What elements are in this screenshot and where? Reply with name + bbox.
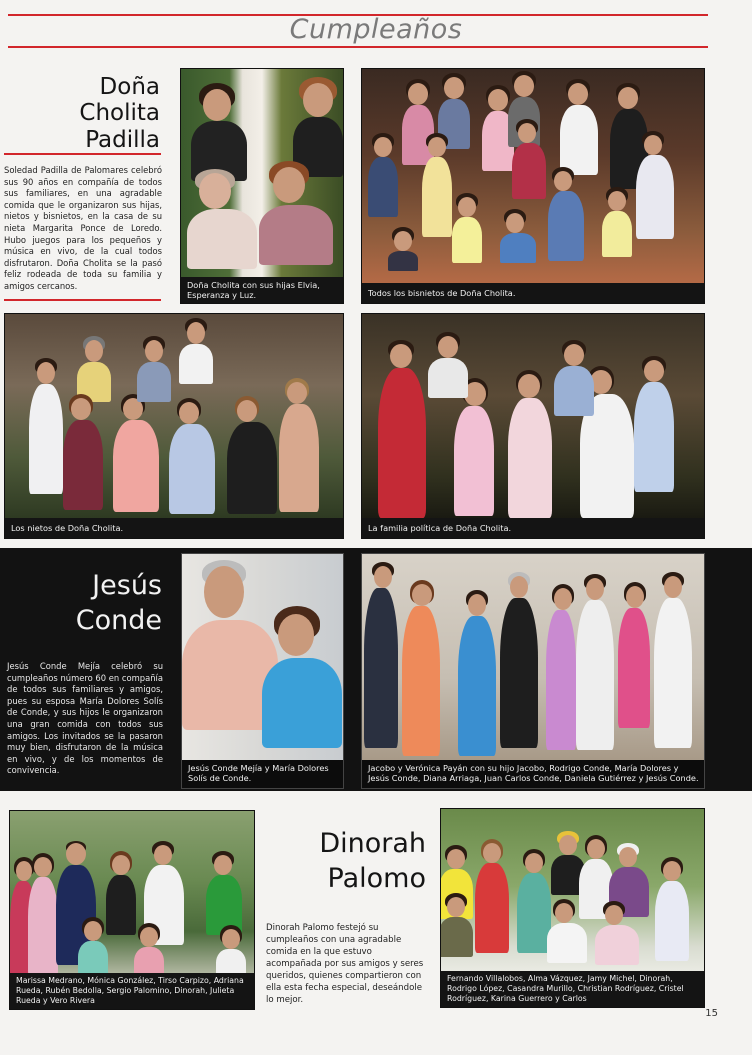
dinorah-name-line1: Dinorah <box>319 828 426 859</box>
photo-scene <box>362 314 704 518</box>
cholita-name-line1: Doña <box>99 74 160 100</box>
jesus-section <box>0 548 752 791</box>
caption-jesus-grupo: Jacobo y Verónica Payán con su hijo Jacobo, Rodrigo Conde, María Dolores y Jesús Conde, Diana Arriaga, Juan Carlos Conde, Daniela Gutiérrez y Jesús Conde. <box>362 760 704 788</box>
photo-dinorah-mesa <box>440 808 705 1008</box>
dinorah-name-line2: Palomo <box>327 863 426 895</box>
caption-dinorah-mesa: Fernando Villalobos, Alma Vázquez, Jamy Michel, Dinorah, Rodrigo López, Casandra Murillo, Christian Rodríguez, Cristel Rodríguez, Karina Guerrero y Carlos <box>441 971 704 1007</box>
header-rule-bottom <box>8 46 708 48</box>
caption-cholita-bisnietos: Todos los bisnietos de Doña Cholita. <box>362 283 704 303</box>
photo-scene <box>5 314 343 518</box>
photo-scene <box>362 69 704 283</box>
jesus-name-line2: Conde <box>75 605 162 637</box>
photo-jesus-grupo <box>361 553 705 789</box>
caption-cholita-hijas: Doña Cholita con sus hijas Elvia, Esperanza y Luz. <box>181 277 343 303</box>
photo-cholita-hijas <box>180 68 344 304</box>
caption-cholita-politica: La familia política de Doña Cholita. <box>362 518 704 538</box>
caption-jesus-pareja: Jesús Conde Mejía y María Dolores Solís de Conde. <box>182 760 343 788</box>
caption-cholita-nietos: Los nietos de Doña Cholita. <box>5 518 343 538</box>
jesus-story: Jesús Conde Mejía celebró su cumpleaños número 60 en compañía de todos sus familiares y amigos, pues su esposa María Dolores Solís de Conde, y sus hijos le organizaron una gran comida con todos sus amigos. Los invitados se la pasaron muy bien, disfrutaron de la música en vivo, y de los momentos de convivencia. <box>7 661 163 776</box>
photo-dinorah-amigos <box>9 810 255 1010</box>
jesus-name <box>2 568 162 638</box>
cholita-name <box>0 74 160 153</box>
cholita-rule-bottom <box>4 299 161 301</box>
jesus-name-line1: Jesús <box>92 570 162 601</box>
dinorah-name <box>256 826 426 896</box>
photo-cholita-bisnietos <box>361 68 705 304</box>
page-number: 15 <box>705 1008 718 1019</box>
cholita-rule-top <box>4 153 161 155</box>
photo-scene <box>10 811 254 983</box>
photo-cholita-politica <box>361 313 705 539</box>
photo-jesus-pareja <box>181 553 344 789</box>
caption-dinorah-amigos: Marissa Medrano, Mónica González, Tirso Carpizo, Adriana Rueda, Rubén Bedolla, Sergio Palomino, Dinorah, Julieta Rueda y Vero Rivera <box>10 973 254 1009</box>
cholita-name-line2: Cholita Padilla <box>79 100 160 153</box>
cholita-story: Soledad Padilla de Palomares celebró sus 90 años en compañía de todos sus familiares, en una agradable comida que le organizaron sus hijas, nietos y bisnietos, en la casa de su nieta Margarita Ponce de Loredo. Hubo juegos para los pequeños y música en vivo, de la cual todos disfrutaron. Doña Cholita se la pasó feliz rodeada de toda su familia y amigos cercanos. <box>4 165 162 291</box>
photo-scene <box>182 554 343 760</box>
page-title: Cumpleaños <box>289 14 463 45</box>
photo-scene <box>181 69 343 283</box>
photo-scene <box>441 809 704 981</box>
photo-cholita-nietos <box>4 313 344 539</box>
dinorah-story: Dinorah Palomo festejó su cumpleaños con una agradable comida en la que estuvo acompañada por sus amigos y seres queridos, quienes compartieron con ella esta fecha especial, deseándole lo mejor. <box>266 923 424 1005</box>
photo-scene <box>362 554 704 760</box>
